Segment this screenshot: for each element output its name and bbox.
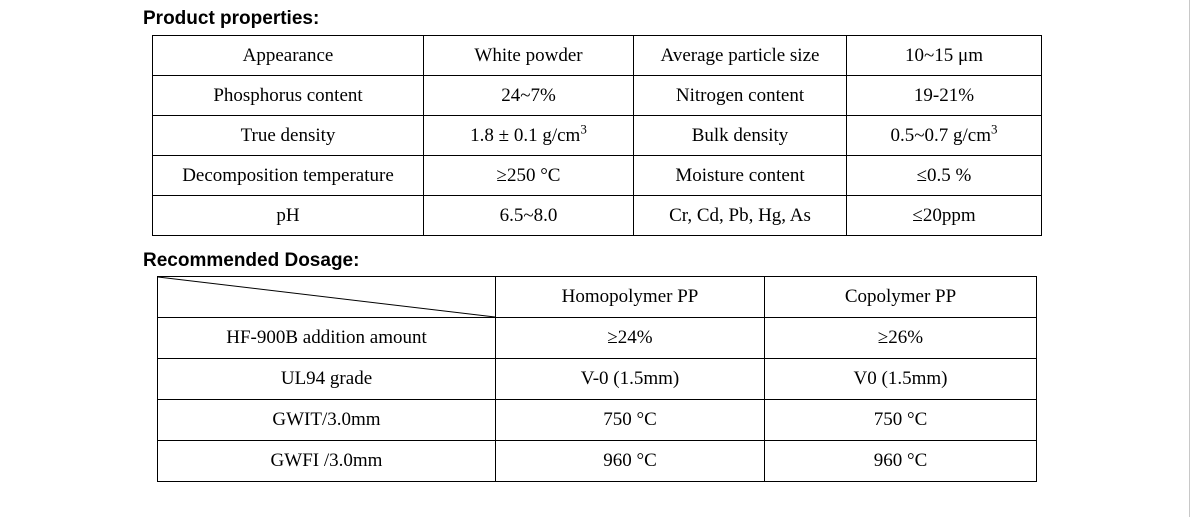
dosage-value-copolymer: 750 °C [765, 400, 1037, 441]
diagonal-divider-line [158, 277, 495, 317]
property-label: Moisture content [634, 156, 847, 196]
property-value: ≥250 °C [424, 156, 634, 196]
table-row [158, 441, 1037, 482]
recommended-dosage-heading: Recommended Dosage: [143, 250, 360, 271]
unit-exponent: 3 [991, 121, 998, 137]
table-row [153, 196, 1042, 236]
column-header-copolymer: Copolymer PP [765, 277, 1037, 318]
property-label: Nitrogen content [634, 76, 847, 116]
dosage-value-homopolymer: V-0 (1.5mm) [496, 359, 765, 400]
dosage-label: GWFI /3.0mm [158, 441, 496, 482]
diagonal-header-cell [158, 277, 496, 318]
property-label: Average particle size [634, 36, 847, 76]
property-value [424, 116, 634, 156]
table-row [153, 156, 1042, 196]
dosage-value-copolymer: 960 °C [765, 441, 1037, 482]
table-row [153, 36, 1042, 76]
property-value: White powder [424, 36, 634, 76]
property-value: ≤0.5 % [847, 156, 1042, 196]
unit-exponent: 3 [580, 121, 587, 137]
property-value [847, 116, 1042, 156]
property-label: Phosphorus content [153, 76, 424, 116]
dosage-value-copolymer: ≥26% [765, 318, 1037, 359]
dosage-value-copolymer: V0 (1.5mm) [765, 359, 1037, 400]
table-row [158, 318, 1037, 359]
recommended-dosage-table [157, 276, 1037, 482]
property-label: pH [153, 196, 424, 236]
bulk-density-value: 0.5~0.7 g/cm [890, 124, 992, 146]
property-label: Bulk density [634, 116, 847, 156]
dosage-value-homopolymer: ≥24% [496, 318, 765, 359]
true-density-value: 1.8 ± 0.1 g/cm [470, 124, 581, 146]
product-properties-table [152, 35, 1042, 236]
property-value: 19-21% [847, 76, 1042, 116]
dosage-label: GWIT/3.0mm [158, 400, 496, 441]
property-label: Appearance [153, 36, 424, 76]
dosage-label: UL94 grade [158, 359, 496, 400]
dosage-value-homopolymer: 750 °C [496, 400, 765, 441]
table-row [158, 400, 1037, 441]
dosage-value-homopolymer: 960 °C [496, 441, 765, 482]
table-row [153, 76, 1042, 116]
product-properties-heading: Product properties: [143, 8, 320, 29]
property-value: 24~7% [424, 76, 634, 116]
table-header-row [158, 277, 1037, 318]
table-row [153, 116, 1042, 156]
property-label: True density [153, 116, 424, 156]
property-value: ≤20ppm [847, 196, 1042, 236]
column-header-homopolymer: Homopolymer PP [496, 277, 765, 318]
property-label: Cr, Cd, Pb, Hg, As [634, 196, 847, 236]
dosage-label: HF-900B addition amount [158, 318, 496, 359]
page-edge [1189, 0, 1190, 517]
property-value: 6.5~8.0 [424, 196, 634, 236]
property-label: Decomposition temperature [153, 156, 424, 196]
table-row [158, 359, 1037, 400]
property-value: 10~15 μm [847, 36, 1042, 76]
